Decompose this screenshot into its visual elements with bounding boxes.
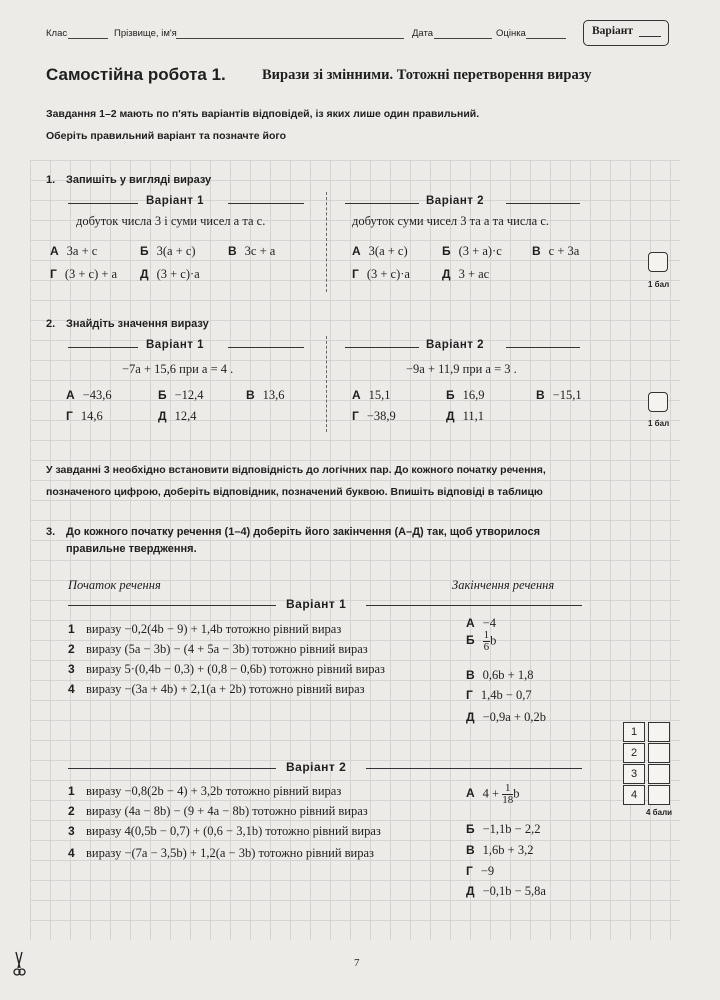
t2-v1-expr: −7a + 15,6 при a = 4 . xyxy=(122,362,234,376)
t1-v2-option-a[interactable]: А 3(a + c) xyxy=(352,244,408,258)
t2-v1-option-a[interactable]: А −43,6 xyxy=(66,388,112,402)
t1-v1-rule-right xyxy=(228,203,304,204)
t1-v2-text: добуток суми чисел 3 та a та числа c. xyxy=(352,214,550,228)
t3-v2-item-4: 4 виразу −(7a − 3,5b) + 1,2(a − 3b) тотожно рівний вираз xyxy=(68,846,374,860)
t1-divider xyxy=(326,192,327,292)
t1-v1-option-b[interactable]: Б 3(a + c) xyxy=(140,244,196,258)
grade-field[interactable] xyxy=(526,38,566,39)
t2-v1-option-b[interactable]: Б −12,4 xyxy=(158,388,204,402)
answer-table-cell-3[interactable] xyxy=(648,764,670,784)
t3-v1-rule-right xyxy=(366,605,582,606)
t3-v2-ending-c: В 1,6b + 3,2 xyxy=(466,843,534,857)
t3-v1-item-1: 1 виразу −0,2(4b − 9) + 1,4b тотожно рівний вираз xyxy=(68,622,342,636)
scissors-icon xyxy=(12,950,26,978)
instructions-2-line2: позначеного цифрою, доберіть відповідник, позначений буквою. Впишіть відповіді в таблицю xyxy=(46,486,543,498)
t3-v1-heading: Варіант 1 xyxy=(286,597,347,611)
answer-table-number-2: 2 xyxy=(623,743,645,763)
t3-v2-rule-right xyxy=(366,768,582,769)
t3-v1-ending-e: Д −0,9a + 0,2b xyxy=(466,710,546,724)
task3-points: 4 бали xyxy=(646,808,673,817)
t2-v2-option-b[interactable]: Б 16,9 xyxy=(446,388,485,402)
task1-answer-box[interactable] xyxy=(648,252,668,272)
variant-box-label: Варіант xyxy=(592,25,634,37)
t3-v1-ending-c: В 0,6b + 1,8 xyxy=(466,668,534,682)
col-start-heading: Початок речення xyxy=(68,578,161,592)
task2-number: 2. xyxy=(46,318,56,330)
t2-v1-rule-left xyxy=(68,347,138,348)
t1-v1-option-e[interactable]: Д (3 + c)·a xyxy=(140,267,200,281)
instructions-1-line2: Оберіть правильний варіант та позначте його xyxy=(46,130,287,142)
t1-v1-rule-left xyxy=(68,203,138,204)
name-label: Прізвище, ім'я xyxy=(114,28,177,39)
t2-v2-option-e[interactable]: Д 11,1 xyxy=(446,409,484,423)
t3-v2-ending-b: Б −1,1b − 2,2 xyxy=(466,822,541,836)
answer-table-cell-1[interactable] xyxy=(648,722,670,742)
class-label: Клас xyxy=(46,28,68,39)
class-field[interactable] xyxy=(68,38,108,39)
task2-points: 1 бал xyxy=(648,419,670,428)
t3-v1-item-4: 4 виразу −(3a + 4b) + 2,1(a + 2b) тотожно рівний вираз xyxy=(68,682,365,696)
page-subtitle: Вирази зі змінними. Тотожні перетворення виразу xyxy=(262,67,592,83)
t2-v1-heading: Варіант 1 xyxy=(146,339,204,351)
t3-v2-item-3: 3 виразу 4(0,5b − 0,7) + (0,6 − 3,1b) тотожно рівний вираз xyxy=(68,824,381,838)
name-field[interactable] xyxy=(176,38,404,39)
t2-v1-option-d[interactable]: Г 14,6 xyxy=(66,409,103,423)
t1-v1-option-c[interactable]: В 3c + a xyxy=(228,244,276,258)
t3-v1-item-3: 3 виразу 5·(0,4b − 0,3) + (0,8 − 0,6b) тотожно рівний вираз xyxy=(68,662,385,676)
t1-v1-heading: Варіант 1 xyxy=(146,195,204,207)
task3-prompt-line1: До кожного початку речення (1–4) доберіть його закінчення (А–Д) так, щоб утворилося xyxy=(66,526,540,538)
t1-v2-heading: Варіант 2 xyxy=(426,195,484,207)
t2-v2-option-d[interactable]: Г −38,9 xyxy=(352,409,396,423)
grade-label: Оцінка xyxy=(496,28,526,39)
page-title: Самостійна робота 1. xyxy=(46,65,226,84)
task3-prompt-line2: правильне твердження. xyxy=(66,543,197,555)
t1-v1-option-a[interactable]: А 3a + c xyxy=(50,244,98,258)
t1-v2-option-d[interactable]: Г (3 + c)·a xyxy=(352,267,410,281)
t3-v2-item-1: 1 виразу −0,8(2b − 4) + 3,2b тотожно рівний вираз xyxy=(68,784,342,798)
t1-v1-text: добуток числа 3 і суми чисел a та c. xyxy=(76,214,266,228)
answer-table-cell-4[interactable] xyxy=(648,785,670,805)
t3-v1-ending-a: А −4 xyxy=(466,616,496,630)
t1-v2-rule-right xyxy=(506,203,580,204)
t3-v2-rule-left xyxy=(68,768,276,769)
t2-v2-option-a[interactable]: А 15,1 xyxy=(352,388,391,402)
answer-table-cell-2[interactable] xyxy=(648,743,670,763)
t3-v2-ending-d: Г −9 xyxy=(466,864,495,878)
t2-v2-rule-right xyxy=(506,347,580,348)
t1-v2-option-c[interactable]: В c + 3a xyxy=(532,244,580,258)
answer-table-number-3: 3 xyxy=(623,764,645,784)
t3-v2-ending-e: Д −0,1b − 5,8a xyxy=(466,884,546,898)
task1-number: 1. xyxy=(46,174,56,186)
t2-v2-option-c[interactable]: В −15,1 xyxy=(536,388,582,402)
task3-number: 3. xyxy=(46,526,56,538)
t1-v2-option-b[interactable]: Б (3 + a)·c xyxy=(442,244,502,258)
t3-v2-ending-a: А 4 + $\frac{1}{18}$ b xyxy=(466,782,520,806)
t2-v1-option-c[interactable]: В 13,6 xyxy=(246,388,285,402)
t2-divider xyxy=(326,336,327,432)
date-label: Дата xyxy=(412,28,434,39)
t3-v2-heading: Варіант 2 xyxy=(286,760,347,774)
col-end-heading: Закінчення речення xyxy=(452,578,555,592)
instructions-2-line1: У завданні 3 необхідно встановити відповідність до логічних пар. До кожного початку речення, xyxy=(46,464,546,476)
t1-v1-option-d[interactable]: Г (3 + c) + a xyxy=(50,267,118,281)
t1-v2-rule-left xyxy=(345,203,419,204)
t3-v1-ending-b: Б $\frac{1}{6}$ b xyxy=(466,629,497,653)
date-field[interactable] xyxy=(434,38,492,39)
t2-v1-rule-right xyxy=(228,347,304,348)
answer-table-number-1: 1 xyxy=(623,722,645,742)
t3-v2-item-2: 2 виразу (4a − 8b) − (9 + 4a − 8b) тотожно рівний вираз xyxy=(68,804,368,818)
t2-v2-expr: −9a + 11,9 при a = 3 . xyxy=(406,362,517,376)
t3-v1-ending-d: Г 1,4b − 0,7 xyxy=(466,688,532,702)
t1-v2-option-e[interactable]: Д 3 + ac xyxy=(442,267,490,281)
task1-points: 1 бал xyxy=(648,280,670,289)
fraction: $\frac{1}{18}$ xyxy=(502,782,514,806)
variant-box[interactable] xyxy=(583,20,669,46)
task2-prompt: Знайдіть значення виразу xyxy=(66,318,209,330)
t3-v1-item-2: 2 виразу (5a − 3b) − (4 + 5a − 3b) тотожно рівний вираз xyxy=(68,642,368,656)
t3-v1-rule-left xyxy=(68,605,276,606)
fraction: $\frac{1}{6}$ xyxy=(483,629,490,653)
page-number: 7 xyxy=(354,957,360,969)
t2-v2-heading: Варіант 2 xyxy=(426,339,484,351)
task1-prompt: Запишіть у вигляді виразу xyxy=(66,174,212,186)
instructions-1-line1: Завдання 1–2 мають по п'ять варіантів відповідей, із яких лише один правильний. xyxy=(46,108,480,120)
task2-answer-box[interactable] xyxy=(648,392,668,412)
answer-table-number-4: 4 xyxy=(623,785,645,805)
t2-v1-option-e[interactable]: Д 12,4 xyxy=(158,409,197,423)
variant-box-line xyxy=(639,36,661,37)
t2-v2-rule-left xyxy=(345,347,419,348)
